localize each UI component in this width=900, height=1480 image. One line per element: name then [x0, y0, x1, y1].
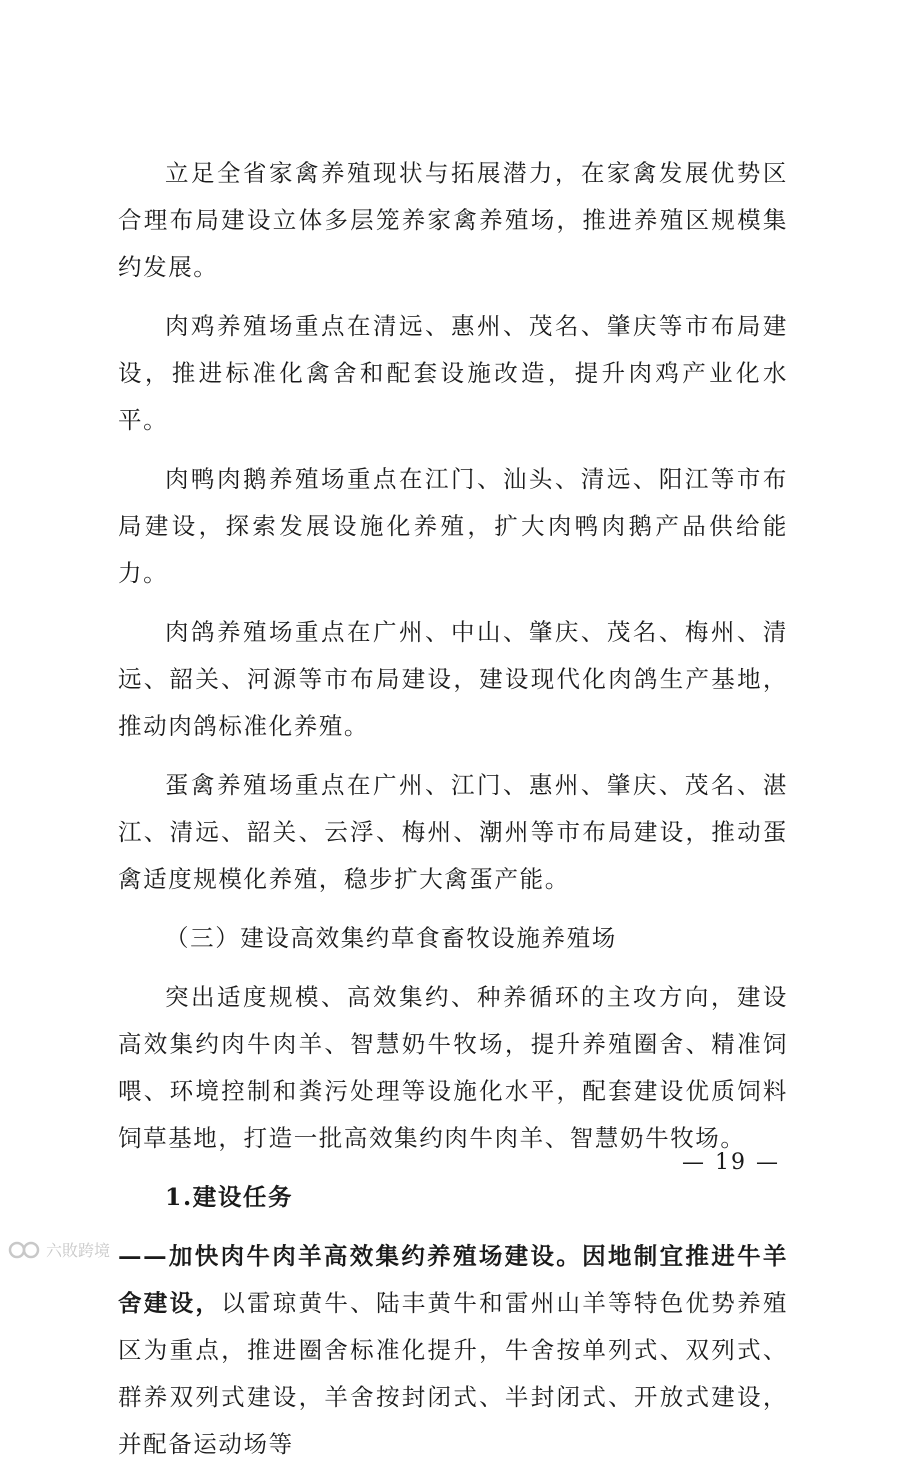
paragraph-broiler: 肉鸡养殖场重点在清远、惠州、茂名、肇庆等市布局建设，推进标准化禽舍和配套设施改造，提升肉鸡产业化水平。 — [118, 312, 788, 434]
paragraph-herbivore: 突出适度规模、高效集约、种养循环的主攻方向，建设高效集约肉牛肉羊、智慧奶牛牧场，提升养殖圈舍、精准饲喂、环境控制和粪污处理等设施化水平，配套建设优质饲料饲草基地，打造一批高效集约肉牛肉羊、智慧奶牛牧场。 — [118, 983, 788, 1152]
task-text: 以雷琼黄牛、陆丰黄牛和雷州山羊等特色优势养殖区为重点，推进圈舍标准化提升，牛舍按单列式、双列式、群养双列式建设，羊舍按封闭式、半封闭式、开放式建设，并配备运动场等 — [118, 1289, 788, 1458]
watermark — [8, 1238, 110, 1261]
paragraph-pigeon: 肉鸽养殖场重点在广州、中山、肇庆、茂名、梅州、清远、韶关、河源等市布局建设，建设现代化肉鸽生产基地，推动肉鸽标准化养殖。 — [118, 618, 788, 740]
watermark-text: 六敗跨境 — [46, 1241, 111, 1260]
subheading-tasks: 1.建设任务 — [165, 1183, 294, 1211]
paragraph-layer-poultry: 蛋禽养殖场重点在广州、江门、惠州、肇庆、茂名、湛江、清远、韶关、云浮、梅州、潮州等市布局建设，推动蛋禽适度规模化养殖，稳步扩大禽蛋产能。 — [118, 771, 788, 893]
brand-logo-icon — [8, 1239, 42, 1261]
document-page — [118, 150, 788, 1480]
section-heading: （三）建设高效集约草食畜牧设施养殖场 — [165, 924, 617, 952]
page-number: — 19 — — [682, 1150, 780, 1175]
task-bold-lead: ——加快肉牛肉羊高效集约养殖场建设。因地制宜推进牛羊舍建设， — [118, 1242, 788, 1317]
paragraph-poultry-layout: 立足全省家禽养殖现状与拓展潜力，在家禽发展优势区合理布局建设立体多层笼养家禽养殖场，推进养殖区规模集约发展。 — [118, 159, 788, 281]
paragraph-task — [118, 1233, 788, 1468]
paragraph-duck-goose: 肉鸭肉鹅养殖场重点在江门、汕头、清远、阳江等市布局建设，探索发展设施化养殖，扩大肉鸭肉鹅产品供给能力。 — [118, 465, 788, 587]
